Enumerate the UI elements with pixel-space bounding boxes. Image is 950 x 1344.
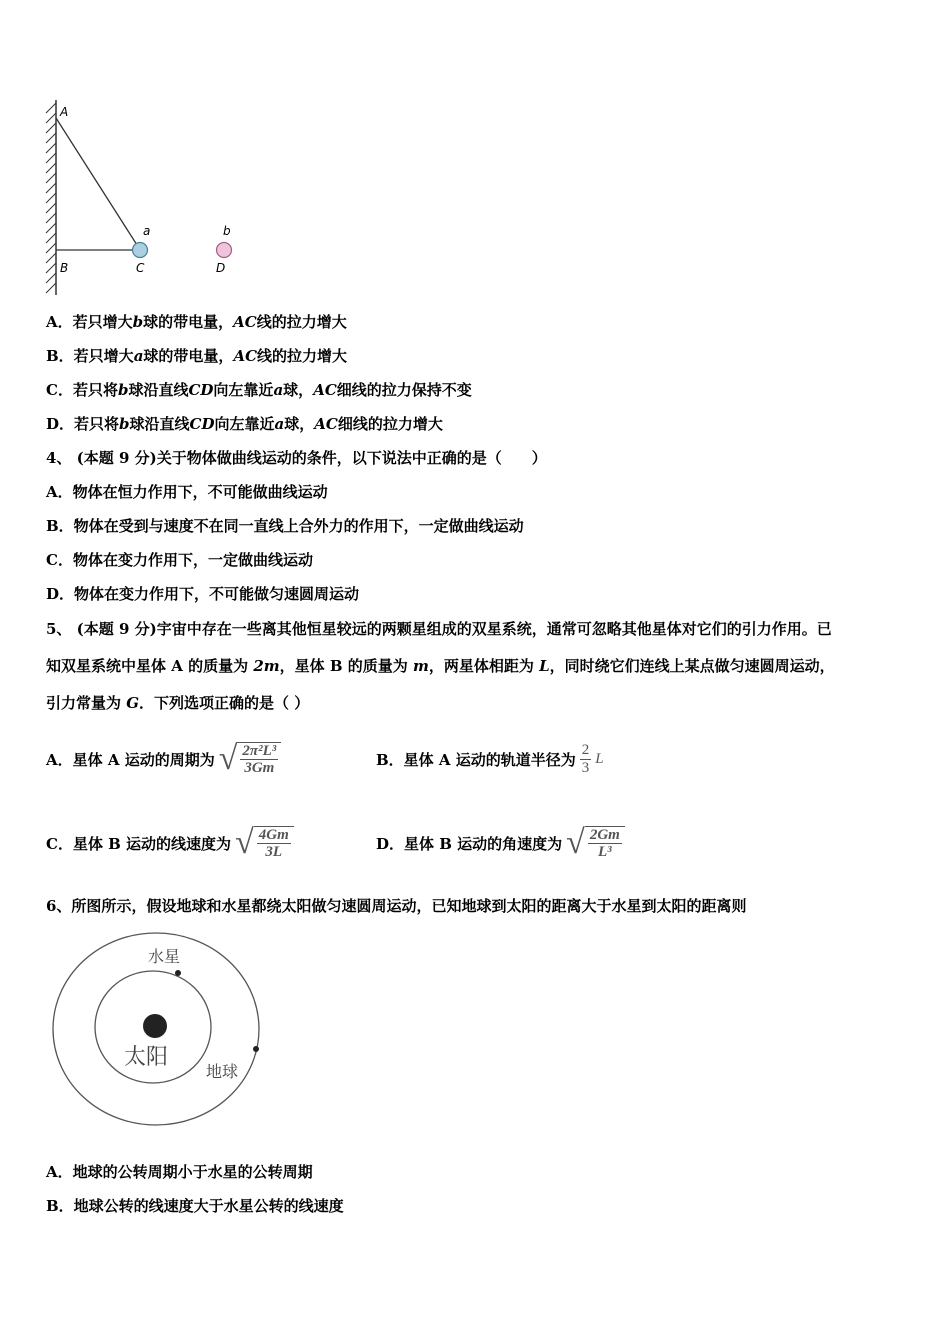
q5-option-c: C．星体 B 运动的线速度为 √ $\frac{4Gm}{3L}$ [46,812,294,874]
sqrt-expression: √ $\frac{\text{2π²L³}}{3Gm}$ [219,740,282,778]
pendulum-figure [40,95,250,300]
wall-hatching [46,103,56,293]
q3-option-d: D．若只将b球沿直线CD向左靠近a球，AC细线的拉力增大 [46,415,443,433]
q5-stem-line3: 引力常量为 G．下列选项正确的是（ ） [46,694,310,712]
label-B: B [60,261,69,275]
q6-option-b: B．地球公转的线速度大于水星公转的线速度 [46,1197,344,1215]
q5-stem-line2: 知双星系统中星体 A 的质量为 2m，星体 B 的质量为 m，两星体相距为 L，同时绕它们连线上某点做匀速圆周运动， [46,657,835,675]
sun-body [143,1014,167,1038]
sqrt-expression: √ $\frac{2Gm}{\text{L³}}$ [566,824,625,862]
string-ac [56,118,137,245]
label-A: A [60,105,69,119]
sqrt-expression: √ $\frac{4Gm}{3L}$ [235,824,294,862]
ball-a [133,243,148,258]
label-C: C [136,261,145,275]
q5-stem-line1: 5、 (本题 9 分)宇宙中存在一些离其他恒星较远的两颗星组成的双星系统，通常可忽略其他星体对它们的引力作用。已 [46,620,832,638]
q3-option-b: B．若只增大a球的带电量，AC线的拉力增大 [46,347,348,365]
mercury-dot [175,970,181,976]
q5-option-a: A．星体 A 运动的周期为 √ $\frac{\text{2π²L³}}{3Gm}$ [46,728,281,790]
q6-stem: 6、所图所示，假设地球和水星都绕太阳做匀速圆周运动，已知地球到太阳的距离大于水星到太阳的距离则 [46,897,747,915]
earth-label: 地球 [206,1062,239,1081]
q3-option-c: C．若只将b球沿直线CD向左靠近a球，AC细线的拉力保持不变 [46,381,472,399]
q5-option-b: B．星体 A 运动的轨道半径为 $\frac{2}{3}$ L [376,742,604,776]
sun-label: 太阳 [124,1045,169,1070]
label-a: a [143,224,151,238]
q4-option-a: A．物体在恒力作用下，不可能做曲线运动 [46,483,328,501]
ball-b [217,243,232,258]
orbit-figure [48,930,278,1130]
q4-option-c: C．物体在变力作用下，一定做曲线运动 [46,551,313,569]
q5-option-d: D．星体 B 运动的角速度为 √ $\frac{2Gm}{\text{L³}}$ [376,812,625,874]
mercury-label: 水星 [148,947,181,966]
q4-option-b: B．物体在受到与速度不在同一直线上合外力的作用下，一定做曲线运动 [46,517,524,535]
q6-option-a: A．地球的公转周期小于水星的公转周期 [46,1163,313,1181]
q4-option-d: D．物体在变力作用下，不可能做匀速圆周运动 [46,585,360,603]
q4-stem: 4、 (本题 9 分)关于物体做曲线运动的条件，以下说法中正确的是（ ） [46,449,547,467]
label-D: D [216,261,226,275]
earth-dot [253,1046,259,1052]
label-b: b [223,224,231,238]
q3-option-a: A．若只增大b球的带电量，AC线的拉力增大 [46,313,347,331]
